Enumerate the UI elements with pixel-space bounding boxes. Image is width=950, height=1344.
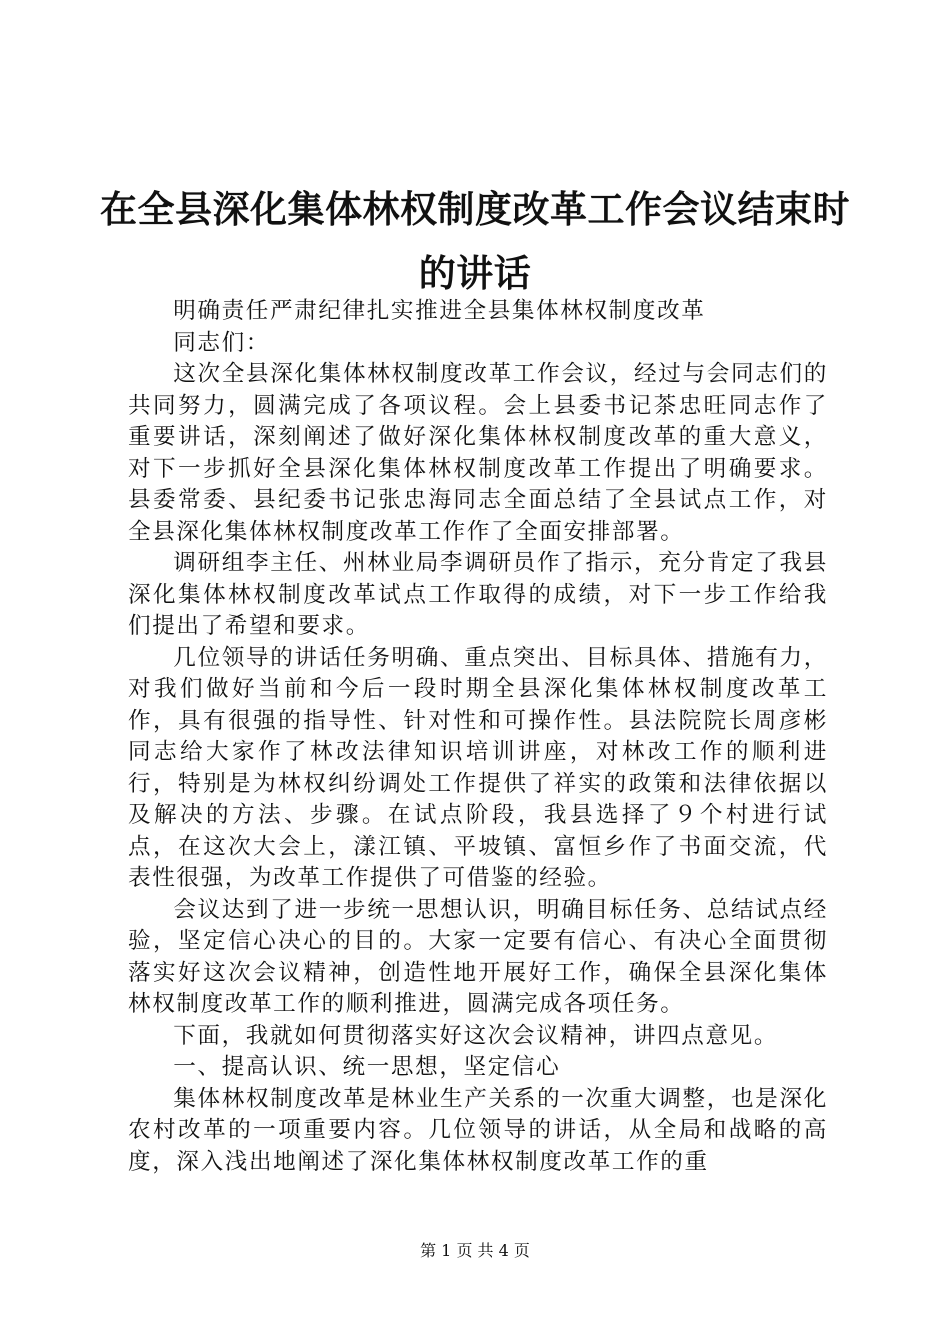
body-paragraph: 调研组李主任、州林业局李调研员作了指示，充分肯定了我县深化集体林权制度改革试点工作取得的成绩，对下一步工作给我们提出了希望和要求。: [128, 550, 828, 639]
subtitle-paragraph: 明确责任严肃纪律扎实推进全县集体林权制度改革: [173, 298, 706, 324]
body-paragraph: 几位领导的讲话任务明确、重点突出、目标具体、措施有力，对我们做好当前和今后一段时期全县深化集体林权制度改革工作，具有很强的指导性、针对性和可操作性。县法院院长周彦彬同志给大家作了林改法律知识培训讲座，对林改工作的顺利进行，特别是为林权纠纷调处工作提供了祥实的政策和法律依据以及解决的方法、步骤。在试点阶段，我县选择了９个村进行试点，在这次大会上，漾江镇、平坡镇、富恒乡作了书面交流，代表性很强，为改革工作提供了可借鉴的经验。: [128, 644, 828, 891]
body-paragraph: 集体林权制度改革是林业生产关系的一次重大调整，也是深化农村改革的一项重要内容。几位领导的讲话，从全局和战略的高度，深入浅出地阐述了深化集体林权制度改革工作的重: [128, 1085, 828, 1175]
page-footer: 第 1 页 共 4 页: [420, 1241, 530, 1260]
document-title: 在全县深化集体林权制度改革工作会议结束时的讲话: [100, 188, 850, 295]
body-paragraph: 会议达到了进一步统一思想认识，明确目标任务、总结试点经验，坚定信心决心的目的。大家一定要有信心、有决心全面贯彻落实好这次会议精神，创造性地开展好工作，确保全县深化集体林权制度改革工作的顺利推进，圆满完成各项任务。: [128, 896, 828, 1017]
body-paragraph: 这次全县深化集体林权制度改革工作会议，经过与会同志们的共同努力，圆满完成了各项议程。会上县委书记茶忠旺同志作了重要讲话，深刻阐述了做好深化集体林权制度改革的重大意义，对下一步抓好全县深化集体林权制度改革工作提出了明确要求。县委常委、县纪委书记张忠海同志全面总结了全县试点工作，对全县深化集体林权制度改革工作作了全面安排部署。: [128, 361, 828, 545]
salutation-paragraph: 同志们：: [173, 329, 270, 356]
section-heading: 一、提高认识、统一思想，坚定信心: [173, 1054, 561, 1080]
body-paragraph: 下面，我就如何贯彻落实好这次会议精神，讲四点意见。: [173, 1022, 779, 1049]
document-body: [128, 296, 828, 1178]
